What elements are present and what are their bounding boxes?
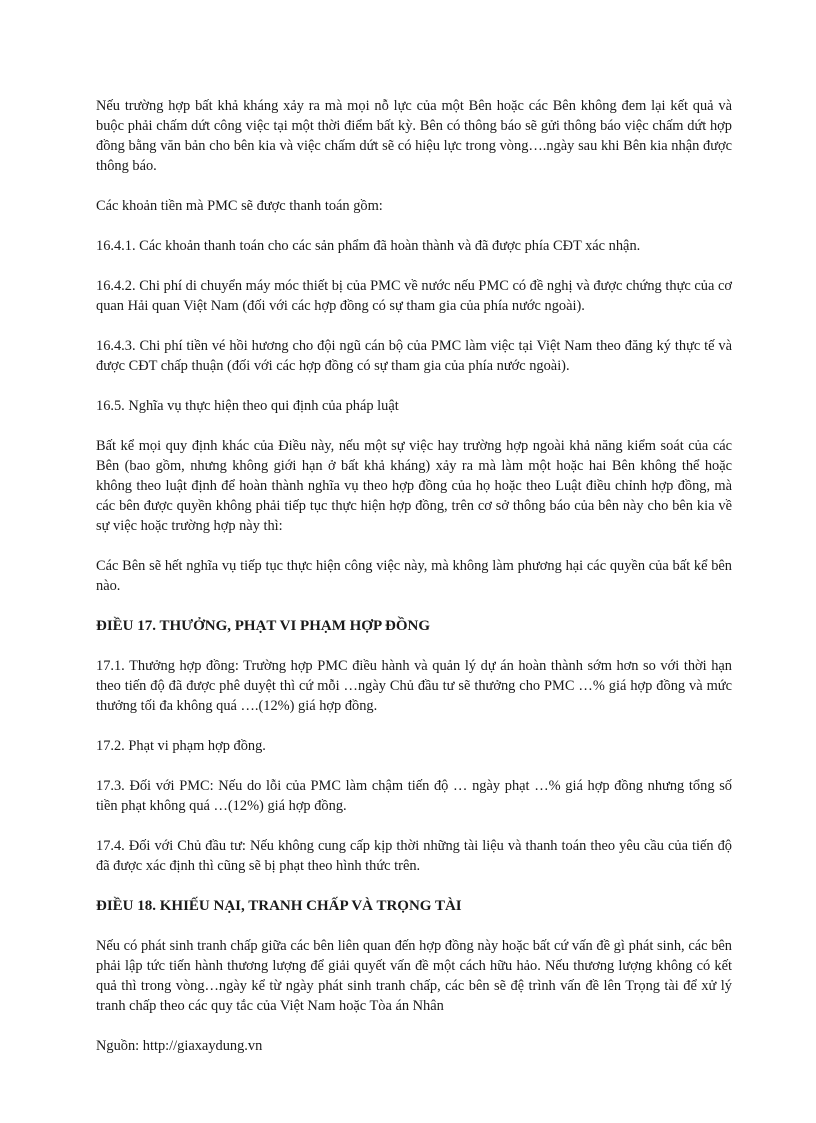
paragraph-18-dispute: Nếu có phát sinh tranh chấp giữa các bên liên quan đến hợp đồng này hoặc bất cứ vấn đề gì phát sinh, các bên phải lập tức tiến hành thương lượng để giải quyết vấn đề một cách hữu hảo. Nếu thương lượng không có kết quả thì trong vòng…ngày kể từ ngày phát sinh tranh chấp, các bên sẽ đệ trình vấn đề lên Trọng tài để xử lý tranh chấp theo các quy tắc của Việt Nam hoặc Tòa án Nhân — [96, 938, 732, 1014]
source-footer: Nguồn: http://giaxaydung.vn — [96, 1038, 263, 1054]
paragraph-17-3: 17.3. Đối với PMC: Nếu do lỗi của PMC làm chậm tiến độ … ngày phạt …% giá hợp đồng nhưng tổng số tiền phạt không quá …(12%) giá hợp đồng. — [96, 778, 732, 814]
paragraph-legal-obligation: Bất kể mọi quy định khác của Điều này, nếu một sự việc hay trường hợp ngoài khả năng kiểm soát của các Bên (bao gồm, nhưng không giới hạn ở bất khả kháng) xảy ra mà làm một hoặc hai Bên không thể hoặc không theo luật định để hoàn thành nghĩa vụ theo hợp đồng của họ hoặc theo Luật điều chỉnh hợp đồng, mà các bên được quyền không phải tiếp tục thực hiện hợp đồng, trên cơ sở thông báo của bên này cho bên kia về sự việc hoặc trường hợp này thì: — [96, 438, 732, 534]
paragraph-16-5: 16.5. Nghĩa vụ thực hiện theo qui định của pháp luật — [96, 398, 399, 414]
paragraph-force-majeure-termination: Nếu trường hợp bất khả kháng xảy ra mà mọi nỗ lực của một Bên hoặc các Bên không đem lại kết quả và buộc phải chấm dứt công việc tại một thời điểm bất kỳ. Bên có thông báo sẽ gửi thông báo việc chấm dứt hợp đồng bằng văn bản cho bên kia và việc chấm dứt sẽ có hiệu lực trong vòng….ngày sau khi Bên kia nhận được thông báo. — [96, 98, 732, 174]
heading-article-17: ĐIỀU 17. THƯỞNG, PHẠT VI PHẠM HỢP ĐỒNG — [96, 618, 431, 634]
heading-article-18: ĐIỀU 18. KHIẾU NẠI, TRANH CHẤP VÀ TRỌNG TÀI — [96, 898, 462, 914]
document-page — [96, 96, 732, 1036]
paragraph-16-4-1: 16.4.1. Các khoản thanh toán cho các sản phẩm đã hoàn thành và đã được phía CĐT xác nhận. — [96, 238, 641, 254]
paragraph-17-4: 17.4. Đối với Chủ đầu tư: Nếu không cung cấp kịp thời những tài liệu và thanh toán theo yêu cầu của tiến độ đã được xác định thì cũng sẽ bị phạt theo hình thức trên. — [96, 838, 732, 874]
paragraph-release-obligation: Các Bên sẽ hết nghĩa vụ tiếp tục thực hiện công việc này, mà không làm phương hại các quyền của bất kể bên nào. — [96, 558, 732, 594]
paragraph-payments-intro: Các khoản tiền mà PMC sẽ được thanh toán gồm: — [96, 198, 383, 214]
paragraph-17-2: 17.2. Phạt vi phạm hợp đồng. — [96, 738, 266, 754]
paragraph-16-4-2: 16.4.2. Chi phí di chuyển máy móc thiết bị của PMC về nước nếu PMC có đề nghị và được chứng thực của cơ quan Hải quan Việt Nam (đối với các hợp đồng có sự tham gia của phía nước ngoài). — [96, 278, 732, 314]
paragraph-16-4-3: 16.4.3. Chi phí tiền vé hồi hương cho đội ngũ cán bộ của PMC làm việc tại Việt Nam theo đăng ký thực tế và được CĐT chấp thuận (đối với các hợp đồng có sự tham gia của phía nước ngoài). — [96, 338, 732, 374]
paragraph-17-1: 17.1. Thưởng hợp đồng: Trường hợp PMC điều hành và quản lý dự án hoàn thành sớm hơn so với thời hạn theo tiến độ đã được phê duyệt thì cứ mỗi …ngày Chủ đầu tư sẽ thưởng cho PMC …% giá hợp đồng và mức thưởng tối đa không quá ….(12%) giá hợp đồng. — [96, 658, 732, 714]
